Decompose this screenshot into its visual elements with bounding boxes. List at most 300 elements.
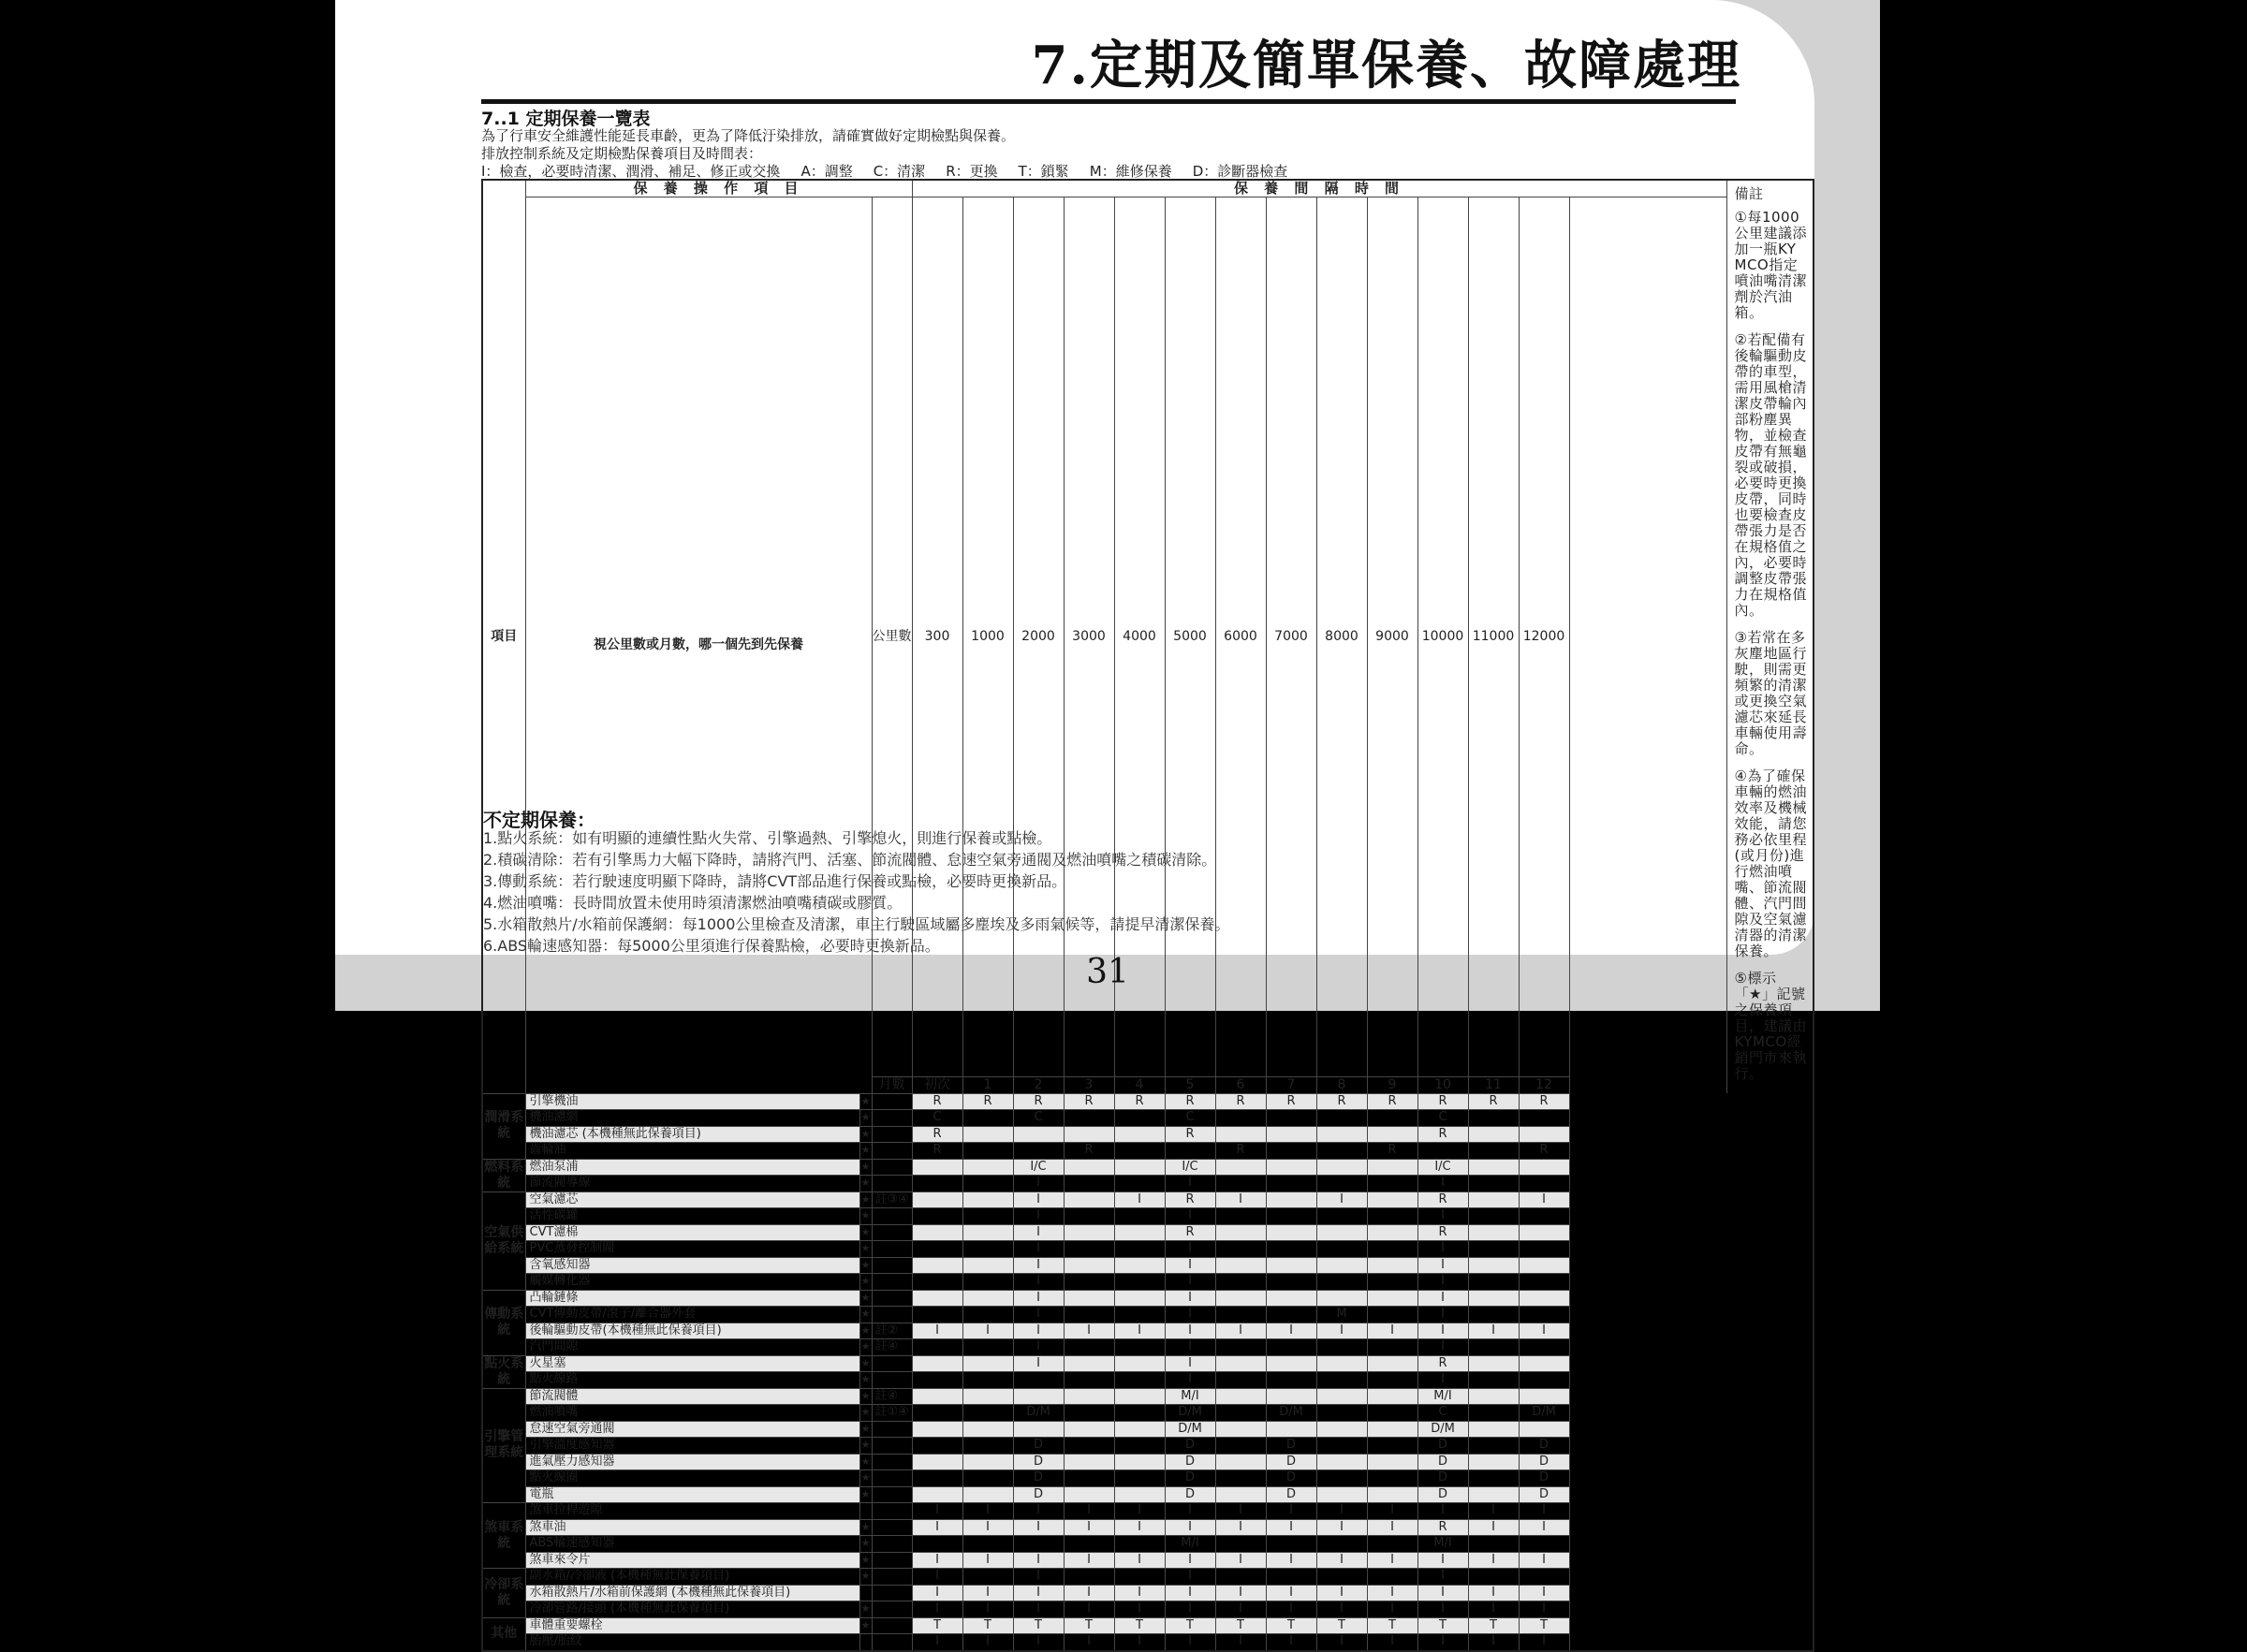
interval-cell: [1215, 1110, 1266, 1127]
page: [335, 0, 1880, 1649]
system-label: 其他: [482, 1617, 525, 1651]
interval-cell: I: [1468, 1519, 1519, 1536]
interval-cell: [912, 1224, 962, 1241]
interval-cell: C: [1417, 1405, 1468, 1422]
interval-cell: I: [1316, 1585, 1367, 1601]
item-note: [872, 1224, 912, 1241]
table-row: [482, 1143, 1814, 1160]
interval-cell: [1367, 1224, 1417, 1241]
interval-cell: [1266, 1339, 1316, 1356]
interval-cell: D: [1417, 1454, 1468, 1470]
irregular-list: [483, 827, 1229, 957]
header-rule: 視公里數或月數，哪一個先到先保養: [525, 197, 872, 1093]
interval-cell: [1064, 1536, 1114, 1553]
interval-cell: [1316, 1224, 1367, 1241]
interval-cell: [962, 1438, 1013, 1455]
interval-cell: [962, 1470, 1013, 1487]
interval-cell: R: [1367, 1093, 1417, 1110]
interval-cell: [1468, 1355, 1519, 1372]
item-name: 煞車油: [525, 1519, 859, 1536]
interval-cell: I: [1468, 1552, 1519, 1569]
interval-cell: I: [1013, 1290, 1064, 1307]
interval-cell: [1114, 1355, 1165, 1372]
interval-cell: D: [1417, 1438, 1468, 1455]
interval-cell: D: [1013, 1470, 1064, 1487]
interval-cell: [1215, 1355, 1266, 1372]
interval-cell: [912, 1159, 962, 1176]
item-name: 冷卻管路/接頭 (本機種無此保養項目): [525, 1601, 859, 1618]
interval-cell: D: [1013, 1438, 1064, 1455]
interval-cell: [1367, 1438, 1417, 1455]
interval-cell: [1114, 1241, 1165, 1258]
interval-cell: I: [1266, 1552, 1316, 1569]
interval-cell: [1266, 1569, 1316, 1586]
interval-cell: I: [1013, 1208, 1064, 1225]
interval-cell: I: [1165, 1241, 1215, 1258]
star-mark: ★: [859, 1110, 872, 1127]
interval-cell: [1013, 1536, 1064, 1553]
interval-cell: [1215, 1421, 1266, 1438]
interval-cell: [1266, 1241, 1316, 1258]
interval-cell: T: [1013, 1617, 1064, 1634]
interval-cell: I: [1165, 1176, 1215, 1192]
interval-cell: [1367, 1486, 1417, 1503]
interval-cell: [1468, 1486, 1519, 1503]
interval-cell: D/M: [1519, 1405, 1569, 1422]
item-name: 點火線圈: [525, 1470, 859, 1487]
item-name: 車體重要螺栓: [525, 1617, 859, 1634]
interval-cell: [1266, 1110, 1316, 1127]
interval-cell: R: [1165, 1126, 1215, 1143]
interval-cell: [1215, 1569, 1266, 1586]
table-row: [482, 1224, 1814, 1241]
table-row: [482, 1355, 1814, 1372]
table-row: [482, 1405, 1814, 1422]
interval-cell: I: [1114, 1503, 1165, 1520]
interval-cell: C: [912, 1110, 962, 1127]
interval-cell: R: [1519, 1093, 1569, 1110]
remark-note: ②若配備有後輪驅動皮帶的車型，需用風槍清潔皮帶輪內部粉塵異物，並檢查皮帶有無龜裂或破損，必要時更換皮帶，同時也要檢查皮帶張力是否在規格值之內，必要時調整皮帶張力在規格值內。: [1734, 331, 1808, 619]
item-name: 凸輪鏈條: [525, 1290, 859, 1307]
interval-cell: I: [1013, 1307, 1064, 1323]
interval-cell: [962, 1536, 1013, 1553]
star-mark: ★: [859, 1421, 872, 1438]
interval-cell: [1114, 1454, 1165, 1470]
interval-cell: [1215, 1372, 1266, 1389]
interval-cell: [1519, 1421, 1569, 1438]
item-note: [872, 1585, 912, 1601]
item-note: [872, 1208, 912, 1225]
table-row: [482, 1274, 1814, 1291]
interval-cell: I: [912, 1569, 962, 1586]
interval-cell: I: [1417, 1307, 1468, 1323]
interval-cell: I: [1013, 1503, 1064, 1520]
km-header: 6000: [1215, 197, 1266, 1077]
interval-cell: I: [1064, 1503, 1114, 1520]
interval-cell: I: [1165, 1372, 1215, 1389]
interval-cell: I: [1165, 1274, 1215, 1291]
star-mark: ★: [859, 1191, 872, 1208]
interval-cell: [1266, 1388, 1316, 1405]
interval-cell: T: [1519, 1617, 1569, 1634]
interval-cell: [1064, 1470, 1114, 1487]
interval-cell: [1519, 1274, 1569, 1291]
interval-cell: [1114, 1486, 1165, 1503]
interval-cell: I: [1013, 1323, 1064, 1339]
interval-cell: I: [1013, 1355, 1064, 1372]
month-header: 2: [1013, 1077, 1064, 1094]
interval-cell: [1114, 1438, 1165, 1455]
interval-cell: [1114, 1421, 1165, 1438]
item-name: 進氣壓力感知器: [525, 1454, 859, 1470]
item-name: 水箱散熱片/水箱前保護網 (本機種無此保養項目): [525, 1585, 859, 1601]
item-name: 怠速空氣旁通閥: [525, 1421, 859, 1438]
star-mark: ★: [859, 1470, 872, 1487]
month-header: 4: [1114, 1077, 1165, 1094]
remark-note: ③若常在多灰塵地區行駛，則需更頻繁的清潔或更換空氣濾芯來延長車輛使用壽命。: [1734, 629, 1808, 757]
interval-cell: [912, 1536, 962, 1553]
interval-cell: I: [1417, 1569, 1468, 1586]
interval-cell: R: [1215, 1143, 1266, 1160]
interval-cell: [1316, 1339, 1367, 1356]
item-note: [872, 1454, 912, 1470]
item-note: [872, 1110, 912, 1127]
interval-cell: [1316, 1569, 1367, 1586]
km-header: 12000: [1519, 197, 1569, 1077]
interval-cell: I: [1367, 1323, 1417, 1339]
interval-cell: [1367, 1241, 1417, 1258]
interval-cell: [1367, 1257, 1417, 1274]
interval-cell: [1468, 1159, 1519, 1176]
interval-cell: I: [912, 1585, 962, 1601]
interval-cell: [1215, 1388, 1266, 1405]
interval-cell: I: [1114, 1323, 1165, 1339]
interval-cell: D/M: [1165, 1405, 1215, 1422]
interval-cell: [1468, 1454, 1519, 1470]
interval-cell: I/C: [1013, 1159, 1064, 1176]
interval-cell: I: [1367, 1634, 1417, 1651]
interval-cell: [912, 1241, 962, 1258]
interval-cell: [1316, 1274, 1367, 1291]
system-label: 燃料系統: [482, 1159, 525, 1191]
item-name: 觸媒轉化器: [525, 1274, 859, 1291]
interval-cell: T: [912, 1617, 962, 1634]
interval-cell: [1367, 1290, 1417, 1307]
star-mark: ★: [859, 1388, 872, 1405]
item-name: 節流閥體: [525, 1388, 859, 1405]
interval-cell: I: [1114, 1519, 1165, 1536]
interval-cell: [1316, 1126, 1367, 1143]
irregular-item: 4.燃油噴嘴：長時間放置未使用時須清潔燃油噴嘴積碳或膠質。: [483, 894, 903, 912]
item-name: 火星塞: [525, 1355, 859, 1372]
interval-cell: [1215, 1126, 1266, 1143]
star-mark: ★: [859, 1519, 872, 1536]
interval-cell: I: [1165, 1634, 1215, 1651]
interval-cell: M/I: [1165, 1388, 1215, 1405]
star-mark: ★: [859, 1355, 872, 1372]
interval-cell: I: [1215, 1503, 1266, 1520]
interval-cell: I: [1013, 1519, 1064, 1536]
interval-cell: [1064, 1355, 1114, 1372]
interval-cell: C: [1013, 1110, 1064, 1127]
interval-cell: R: [962, 1093, 1013, 1110]
interval-cell: D: [1266, 1486, 1316, 1503]
interval-cell: R: [1417, 1093, 1468, 1110]
interval-cell: [1266, 1290, 1316, 1307]
star-mark: [859, 1585, 872, 1601]
interval-cell: R: [1114, 1093, 1165, 1110]
interval-cell: [1367, 1176, 1417, 1192]
interval-cell: [962, 1454, 1013, 1470]
interval-cell: I: [1316, 1323, 1367, 1339]
interval-cell: [912, 1274, 962, 1291]
interval-cell: [1114, 1307, 1165, 1323]
interval-cell: I: [912, 1323, 962, 1339]
item-note: [872, 1438, 912, 1455]
month-header: 7: [1266, 1077, 1316, 1094]
interval-cell: M: [1316, 1307, 1367, 1323]
interval-cell: D: [1013, 1486, 1064, 1503]
star-mark: ★: [859, 1405, 872, 1422]
interval-cell: [1468, 1290, 1519, 1307]
interval-cell: M/I: [1417, 1388, 1468, 1405]
item-note: [872, 1372, 912, 1389]
interval-cell: [1316, 1110, 1367, 1127]
item-name: 煞車來令片: [525, 1552, 859, 1569]
interval-cell: [1468, 1224, 1519, 1241]
interval-cell: I: [1215, 1552, 1266, 1569]
month-header: 9: [1367, 1077, 1417, 1094]
interval-cell: I: [1417, 1257, 1468, 1274]
interval-cell: I: [1215, 1601, 1266, 1618]
interval-cell: [1519, 1339, 1569, 1356]
star-mark: ★: [859, 1552, 872, 1569]
interval-cell: T: [1114, 1617, 1165, 1634]
interval-cell: D/M: [1165, 1421, 1215, 1438]
page-title: 7.定期及簡單保養、故障處理: [1031, 35, 1741, 96]
interval-cell: [1468, 1438, 1519, 1455]
header-month-label: 月數: [872, 1077, 912, 1094]
interval-cell: [1013, 1372, 1064, 1389]
star-mark: ★: [859, 1176, 872, 1192]
item-name: 引擎溫度感知器: [525, 1438, 859, 1455]
interval-cell: [912, 1421, 962, 1438]
item-note: 註②: [872, 1323, 912, 1339]
interval-cell: R: [1417, 1224, 1468, 1241]
item-note: [872, 1470, 912, 1487]
interval-cell: [912, 1191, 962, 1208]
interval-cell: D: [1165, 1438, 1215, 1455]
interval-cell: R: [912, 1093, 962, 1110]
interval-cell: [1468, 1569, 1519, 1586]
interval-cell: I: [912, 1519, 962, 1536]
star-mark: [859, 1634, 872, 1651]
interval-cell: [1468, 1110, 1519, 1127]
interval-cell: [1114, 1388, 1165, 1405]
interval-cell: I: [1519, 1191, 1569, 1208]
interval-cell: R: [1215, 1093, 1266, 1110]
system-label: 空氣供給系統: [482, 1191, 525, 1290]
table-row: [482, 1536, 1814, 1553]
interval-cell: I: [1417, 1274, 1468, 1291]
item-note: [872, 1634, 912, 1651]
table-row: [482, 1093, 1814, 1110]
interval-cell: [1215, 1536, 1266, 1553]
interval-cell: I: [1165, 1503, 1215, 1520]
interval-cell: I: [1013, 1191, 1064, 1208]
interval-cell: [1468, 1208, 1519, 1225]
interval-cell: [1114, 1470, 1165, 1487]
interval-cell: [1215, 1454, 1266, 1470]
star-mark: ★: [859, 1159, 872, 1176]
interval-cell: R: [1468, 1093, 1519, 1110]
interval-cell: [1316, 1208, 1367, 1225]
interval-cell: [1367, 1372, 1417, 1389]
interval-cell: I: [962, 1323, 1013, 1339]
item-note: [872, 1093, 912, 1110]
interval-cell: [1519, 1110, 1569, 1127]
item-name: 副水箱/冷卻液 (本機種無此保養項目): [525, 1569, 859, 1586]
interval-cell: I: [1266, 1585, 1316, 1601]
interval-cell: [912, 1454, 962, 1470]
star-mark: ★: [859, 1323, 872, 1339]
item-name: 燃油泵浦: [525, 1159, 859, 1176]
interval-cell: R: [1165, 1191, 1215, 1208]
table-row: [482, 1323, 1814, 1339]
interval-cell: I: [1468, 1503, 1519, 1520]
interval-cell: [1266, 1257, 1316, 1274]
item-note: [872, 1617, 912, 1634]
interval-cell: I: [1114, 1191, 1165, 1208]
table-row: [482, 1421, 1814, 1438]
interval-cell: [1266, 1224, 1316, 1241]
interval-cell: D/M: [1417, 1421, 1468, 1438]
interval-cell: [1114, 1143, 1165, 1160]
interval-cell: [1064, 1110, 1114, 1127]
km-header: 8000: [1316, 197, 1367, 1077]
interval-cell: T: [1215, 1617, 1266, 1634]
interval-cell: I: [1417, 1601, 1468, 1618]
interval-cell: [1519, 1176, 1569, 1192]
interval-cell: [1266, 1176, 1316, 1192]
interval-cell: [1367, 1208, 1417, 1225]
interval-cell: T: [1064, 1617, 1114, 1634]
interval-cell: [1064, 1241, 1114, 1258]
table-row: [482, 1486, 1814, 1503]
interval-cell: C: [1165, 1110, 1215, 1127]
legend-item: T：鎖緊: [1018, 163, 1069, 180]
system-label: 煞車系統: [482, 1503, 525, 1569]
interval-cell: [1114, 1290, 1165, 1307]
interval-cell: C: [1417, 1110, 1468, 1127]
table-row: [482, 1617, 1814, 1634]
interval-cell: [912, 1372, 962, 1389]
item-name: CVT傳動皮帶/滾子/離合器外套: [525, 1307, 859, 1323]
item-name: 含氧感知器: [525, 1257, 859, 1274]
interval-cell: R: [1266, 1093, 1316, 1110]
interval-cell: [1367, 1159, 1417, 1176]
interval-cell: [1468, 1388, 1519, 1405]
interval-cell: [1367, 1191, 1417, 1208]
interval-cell: D/M: [1013, 1405, 1064, 1422]
interval-cell: [962, 1290, 1013, 1307]
interval-cell: [1114, 1224, 1165, 1241]
interval-cell: [1064, 1372, 1114, 1389]
interval-cell: R: [1367, 1143, 1417, 1160]
interval-cell: I: [1064, 1601, 1114, 1618]
interval-cell: I: [1417, 1585, 1468, 1601]
month-header: 5: [1165, 1077, 1215, 1094]
interval-cell: [1468, 1372, 1519, 1389]
table-row: [482, 1601, 1814, 1618]
star-mark: ★: [859, 1257, 872, 1274]
interval-cell: [912, 1339, 962, 1356]
item-note: [872, 1159, 912, 1176]
km-header: 300: [912, 197, 962, 1077]
interval-cell: [1215, 1208, 1266, 1225]
item-note: [872, 1307, 912, 1323]
interval-cell: [1519, 1208, 1569, 1225]
interval-cell: [962, 1569, 1013, 1586]
interval-cell: [1367, 1470, 1417, 1487]
km-header: 2000: [1013, 197, 1064, 1077]
interval-cell: D: [1266, 1438, 1316, 1455]
interval-cell: M/I: [1417, 1536, 1468, 1553]
interval-cell: [1064, 1176, 1114, 1192]
irregular-item: 2.積碳清除：若有引擎馬力大幅下降時，請將汽門、活塞、節流閥體、怠速空氣旁通閥及燃油噴嘴之積碳清除。: [483, 851, 1217, 869]
interval-cell: I: [1165, 1355, 1215, 1372]
table-row: [482, 1470, 1814, 1487]
interval-cell: [1519, 1307, 1569, 1323]
interval-cell: [1064, 1257, 1114, 1274]
header-interval: 保 養 間 隔 時 間: [912, 180, 1726, 197]
interval-cell: T: [962, 1617, 1013, 1634]
interval-cell: [1064, 1274, 1114, 1291]
interval-cell: [1316, 1257, 1367, 1274]
item-note: [872, 1503, 912, 1520]
interval-cell: I: [1064, 1585, 1114, 1601]
table-row: [482, 1159, 1814, 1176]
section-title: 7..1 定期保養一覽表: [481, 109, 651, 129]
month-header: 10: [1417, 1077, 1468, 1094]
item-name: ABS輪速感知器: [525, 1536, 859, 1553]
star-mark: ★: [859, 1208, 872, 1225]
item-name: CVT濾棉: [525, 1224, 859, 1241]
interval-cell: [912, 1290, 962, 1307]
interval-cell: [1519, 1290, 1569, 1307]
interval-cell: R: [1064, 1093, 1114, 1110]
interval-cell: [962, 1388, 1013, 1405]
interval-cell: [1064, 1569, 1114, 1586]
table-row: [482, 1569, 1814, 1586]
month-header: 11: [1468, 1077, 1519, 1094]
interval-cell: [1215, 1339, 1266, 1356]
interval-cell: R: [1417, 1355, 1468, 1372]
interval-cell: I: [1013, 1274, 1064, 1291]
interval-cell: I: [1165, 1552, 1215, 1569]
star-mark: ★: [859, 1617, 872, 1634]
interval-cell: [1367, 1454, 1417, 1470]
interval-cell: I: [1165, 1290, 1215, 1307]
interval-cell: I: [1165, 1569, 1215, 1586]
irregular-item: 5.水箱散熱片/水箱前保護網：每1000公里檢查及清潔，車主行駛區域屬多塵埃及多雨氣候等，請提早清潔保養。: [483, 915, 1230, 933]
interval-cell: I: [1367, 1601, 1417, 1618]
interval-cell: I: [1165, 1257, 1215, 1274]
interval-cell: [1316, 1438, 1367, 1455]
interval-cell: [912, 1470, 962, 1487]
legend-item: I：檢查，必要時清潔、潤滑、補足、修正或交換: [481, 163, 781, 180]
interval-cell: I: [1013, 1176, 1064, 1192]
